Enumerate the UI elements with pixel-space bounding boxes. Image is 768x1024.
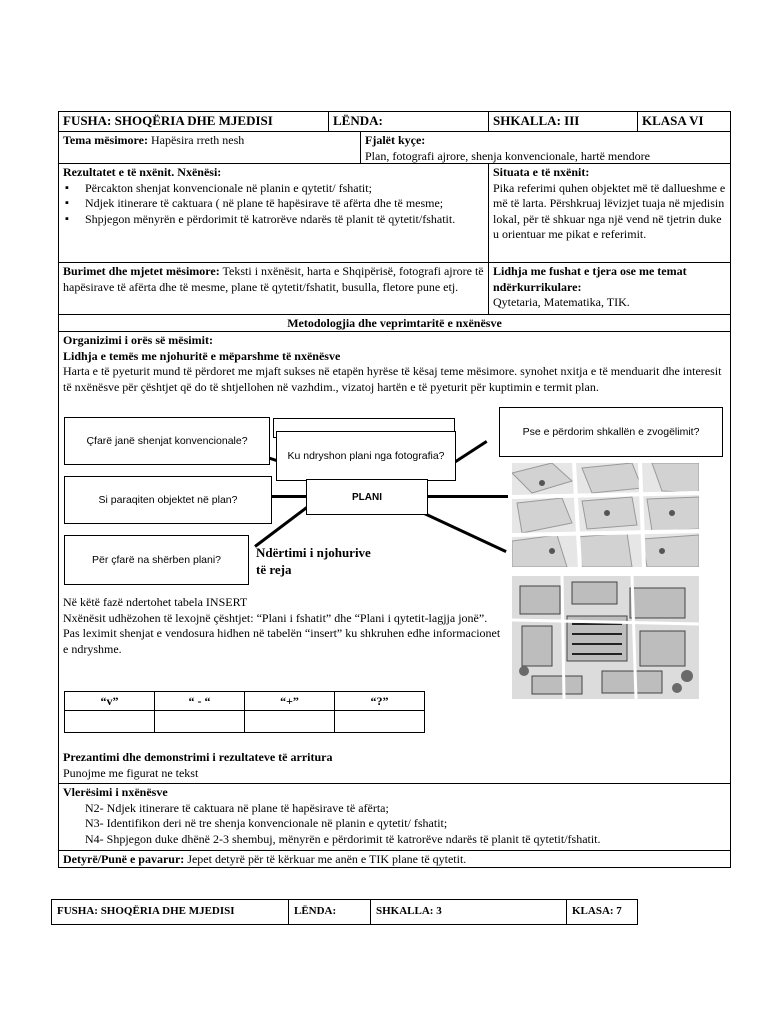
city-plan-illustration bbox=[512, 463, 699, 567]
insert-empty-cell bbox=[154, 710, 245, 733]
insert-empty-cell bbox=[334, 710, 425, 733]
rezultatet-item: ▪ Përcakton shenjat konvencionale në planin e qytetit/ fshatit; bbox=[63, 181, 484, 197]
lidhja-cell bbox=[488, 262, 731, 315]
tema-cell bbox=[58, 131, 361, 164]
situata-cell bbox=[488, 163, 731, 263]
insert-header: “v” bbox=[64, 691, 155, 711]
connector-line bbox=[272, 495, 308, 498]
mindmap-question: Si paraqiten objektet në plan? bbox=[64, 476, 272, 524]
vleresimi-item: N2- Ndjek itinerare të caktuara në plane të hapësirave të afërta; bbox=[85, 800, 389, 815]
vleresimi-title: Vlerësimi i nxënësve bbox=[63, 785, 168, 799]
vleresimi-item: N3- Identifikon deri në tre shenja konvencionale në planin e qytetit/ fshatit; bbox=[85, 816, 448, 830]
vleresimi-cell bbox=[58, 783, 731, 851]
detyre-text: Jepet detyrë për të kërkuar me anën e TIK plane të qytetit. bbox=[187, 852, 467, 866]
mindmap-center: PLANI bbox=[306, 479, 428, 515]
insert-header: “?” bbox=[334, 691, 425, 711]
insert-line: Pas leximit shenjat e vendosura hidhen në tabelën “insert” ku shkruhen edhe informacionet e ndryshme. bbox=[63, 626, 501, 656]
footer-lenda: LËNDA: bbox=[288, 899, 371, 925]
footer-shkalla: SHKALLA: 3 bbox=[370, 899, 567, 925]
situata-text: Pika referimi quhen objektet më të dallueshme e më të larta. Përshkruaj lëvizjet tuaja në mjedisin lokal, për të shkuar nga një vend në tjetrin duke u orientuar me pikat e referimit. bbox=[493, 180, 726, 241]
rezultatet-item: ▪ Ndjek itinerare të caktuara ( në plane të hapësirave të afërta dhe të mesme; bbox=[63, 196, 484, 212]
insert-instructions bbox=[63, 595, 508, 657]
insert-empty-cell bbox=[244, 710, 335, 733]
lidhja-text: Qytetaria, Matematika, TIK. bbox=[493, 295, 630, 309]
insert-line: Nxënësit udhëzohen të lexojnë çështjet: “Plani i fshatit” dhe “Plani i qytetit-lagjja jonë”. bbox=[63, 610, 488, 625]
organizimi-block bbox=[63, 333, 728, 395]
fjalet-value: Plan, fotografi ajrore, shenja konvencionale, hartë mendore bbox=[365, 148, 650, 163]
aerial-photo-image bbox=[512, 576, 699, 699]
mindmap-question: Çfarë janë shenjat konvencionale? bbox=[64, 417, 270, 465]
organizimi-title: Organizimi i orës së mësimit: bbox=[63, 333, 213, 347]
insert-header: “ - “ bbox=[154, 691, 245, 711]
ndertimi-heading: Ndërtimi i njohurive të reja bbox=[256, 545, 371, 577]
prezantimi-text: Punojme me figurat ne tekst bbox=[63, 765, 199, 780]
mindmap-question: Ku ndryshon plani nga fotografia? bbox=[276, 431, 456, 481]
tema-value: Hapësira rreth nesh bbox=[150, 133, 245, 147]
header-klasa: KLASA VI bbox=[637, 111, 731, 132]
header-fusha: FUSHA: SHOQËRIA DHE MJEDISI bbox=[58, 111, 329, 132]
burimet-cell bbox=[58, 262, 489, 315]
header-lenda: LËNDA: bbox=[328, 111, 489, 132]
detyre-label: Detyrë/Punë e pavarur: bbox=[63, 852, 185, 866]
rezultatet-label: Rezultatet e të nxënit. Nxënësi: bbox=[63, 165, 222, 179]
prezantimi-title: Prezantimi dhe demonstrimi i rezultateve të arritura bbox=[63, 750, 333, 764]
rezultatet-list bbox=[63, 181, 484, 228]
organizimi-subtitle: Lidhja e temës me njohuritë e mëparshme të nxënësve bbox=[63, 348, 341, 363]
city-plan-image bbox=[512, 463, 699, 567]
prezantimi-block bbox=[63, 750, 723, 781]
insert-header: “+” bbox=[244, 691, 335, 711]
insert-line: Në këtë fazë ndertohet tabela INSERT bbox=[63, 595, 248, 609]
mindmap-question: Pse e përdorim shkallën e zvogëlimit? bbox=[499, 407, 723, 457]
burimet-text: Teksti i nxënësit, harta e Shqipërisë, fotografi ajrore të hapësirave të afërta dhe të mesme, plane të qytetit/fshatit, busulla, fletore pune etj. bbox=[63, 264, 484, 294]
aerial-photo-illustration bbox=[512, 576, 699, 699]
tema-label: Tema mësimore: bbox=[63, 133, 148, 147]
insert-empty-cell bbox=[64, 710, 155, 733]
situata-label: Situata e të nxënit: bbox=[493, 165, 590, 179]
header-shkalla: SHKALLA: III bbox=[488, 111, 638, 132]
footer-fusha: FUSHA: SHOQËRIA DHE MJEDISI bbox=[51, 899, 289, 925]
rezultatet-item: ▪ Shpjegon mënyrën e përdorimit të katrorëve ndarës të planit të qytetit/fshatit. bbox=[63, 212, 484, 228]
metodologjia-heading: Metodologjia dhe veprimtaritë e nxënësve bbox=[58, 314, 731, 332]
mindmap-question: Për çfarë na shërben plani? bbox=[64, 535, 249, 585]
connector-line bbox=[428, 495, 508, 498]
burimet-label: Burimet dhe mjetet mësimore: bbox=[63, 264, 220, 278]
fjalet-label: Fjalët kyçe: bbox=[365, 133, 426, 147]
detyre-cell bbox=[58, 850, 731, 868]
rezultatet-cell bbox=[58, 163, 489, 263]
footer-klasa: KLASA: 7 bbox=[566, 899, 638, 925]
vleresimi-item: N4- Shpjegon duke dhënë 2-3 shembuj, mënyrën e përdorimit të katrorëve ndarës të planit të qytetit/fshatit. bbox=[85, 831, 601, 846]
lidhja-label: Lidhja me fushat e tjera ose me temat ndërkurrikulare: bbox=[493, 264, 687, 294]
fjalet-cell bbox=[360, 131, 731, 164]
organizimi-text: Harta e të pyeturit mund të përdoret me mjaft sukses në etapën hyrëse të kësaj teme mësimore. synohet nxitja e të menduarit dhe interesit të nxënësve për çështjet që do të shtjellohen në vazhdim., vizatoj hartën e të pyeturit për kuptimin e termit plan. bbox=[63, 364, 722, 394]
